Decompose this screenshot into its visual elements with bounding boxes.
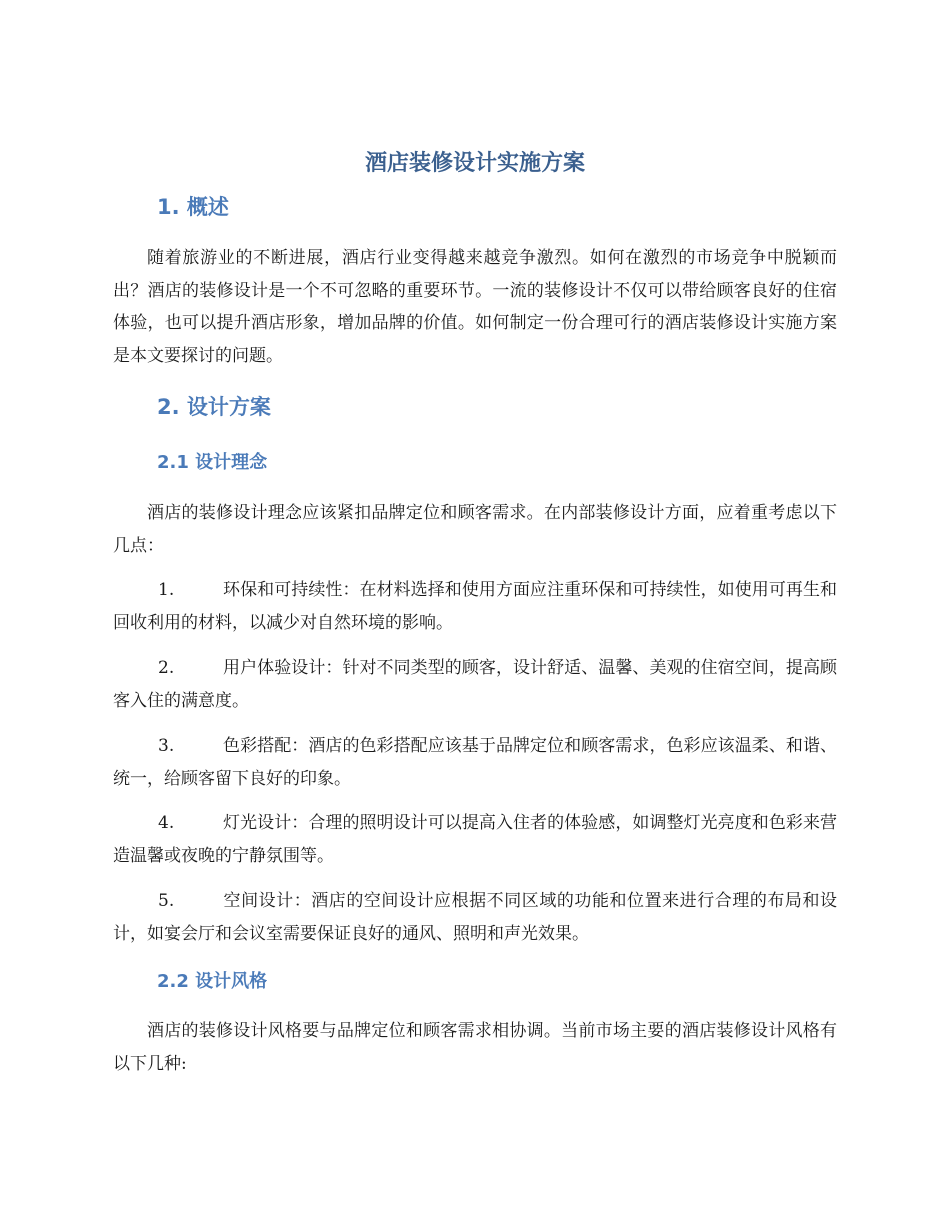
- list-item: [113, 807, 837, 873]
- document-title: 酒店装修设计实施方案: [364, 151, 585, 176]
- subsection-heading-design-concept: 2.1 设计理念: [157, 452, 268, 473]
- list-item-text: 环保和可持续性：在材料选择和使用方面应注重环保和可持续性，如使用可再生和回收利用的材料，以减少对自然环境的影响。: [113, 580, 837, 633]
- overview-paragraph: 随着旅游业的不断进展，酒店行业变得越来越竞争激烈。如何在激烈的市场竞争中脱颖而出？酒店的装修设计是一个不可忽略的重要环节。一流的装修设计不仅可以带给顾客良好的住宿体验，也可以提升酒店形象，增加品牌的价值。如何制定一份合理可行的酒店装修设计实施方案是本文要探讨的问题。: [113, 248, 837, 366]
- list-item: [113, 574, 837, 640]
- subsection-heading-design-style: 2.2 设计风格: [157, 971, 268, 992]
- list-item-number: 1.: [158, 580, 175, 600]
- list-item-text: 色彩搭配：酒店的色彩搭配应该基于品牌定位和顾客需求，色彩应该温柔、和谐、统一，给顾客留下良好的印象。: [113, 736, 837, 789]
- list-item: [113, 885, 837, 951]
- section-heading-design-plan: 2. 设计方案: [157, 395, 271, 419]
- list-item-number: 3.: [158, 736, 175, 756]
- list-item-text: 用户体验设计：针对不同类型的顾客，设计舒适、温馨、美观的住宿空间，提高顾客入住的满意度。: [113, 658, 837, 711]
- list-item-number: 2.: [158, 658, 175, 678]
- list-item-number: 5.: [158, 891, 175, 911]
- list-item-number: 4.: [158, 813, 175, 833]
- list-item-text: 空间设计：酒店的空间设计应根据不同区域的功能和位置来进行合理的布局和设计，如宴会厅和会议室需要保证良好的通风、照明和声光效果。: [113, 891, 837, 944]
- section-heading-overview: 1. 概述: [157, 195, 229, 219]
- list-item-text: 灯光设计：合理的照明设计可以提高入住者的体验感，如调整灯光亮度和色彩来营造温馨或夜晚的宁静氛围等。: [113, 813, 837, 866]
- design-style-paragraph: 酒店的装修设计风格要与品牌定位和顾客需求相协调。当前市场主要的酒店装修设计风格有以下几种:: [113, 1021, 837, 1074]
- list-item: [113, 652, 837, 718]
- list-item: [113, 730, 837, 796]
- design-concept-paragraph: 酒店的装修设计理念应该紧扣品牌定位和顾客需求。在内部装修设计方面，应着重考虑以下几点：: [113, 503, 837, 556]
